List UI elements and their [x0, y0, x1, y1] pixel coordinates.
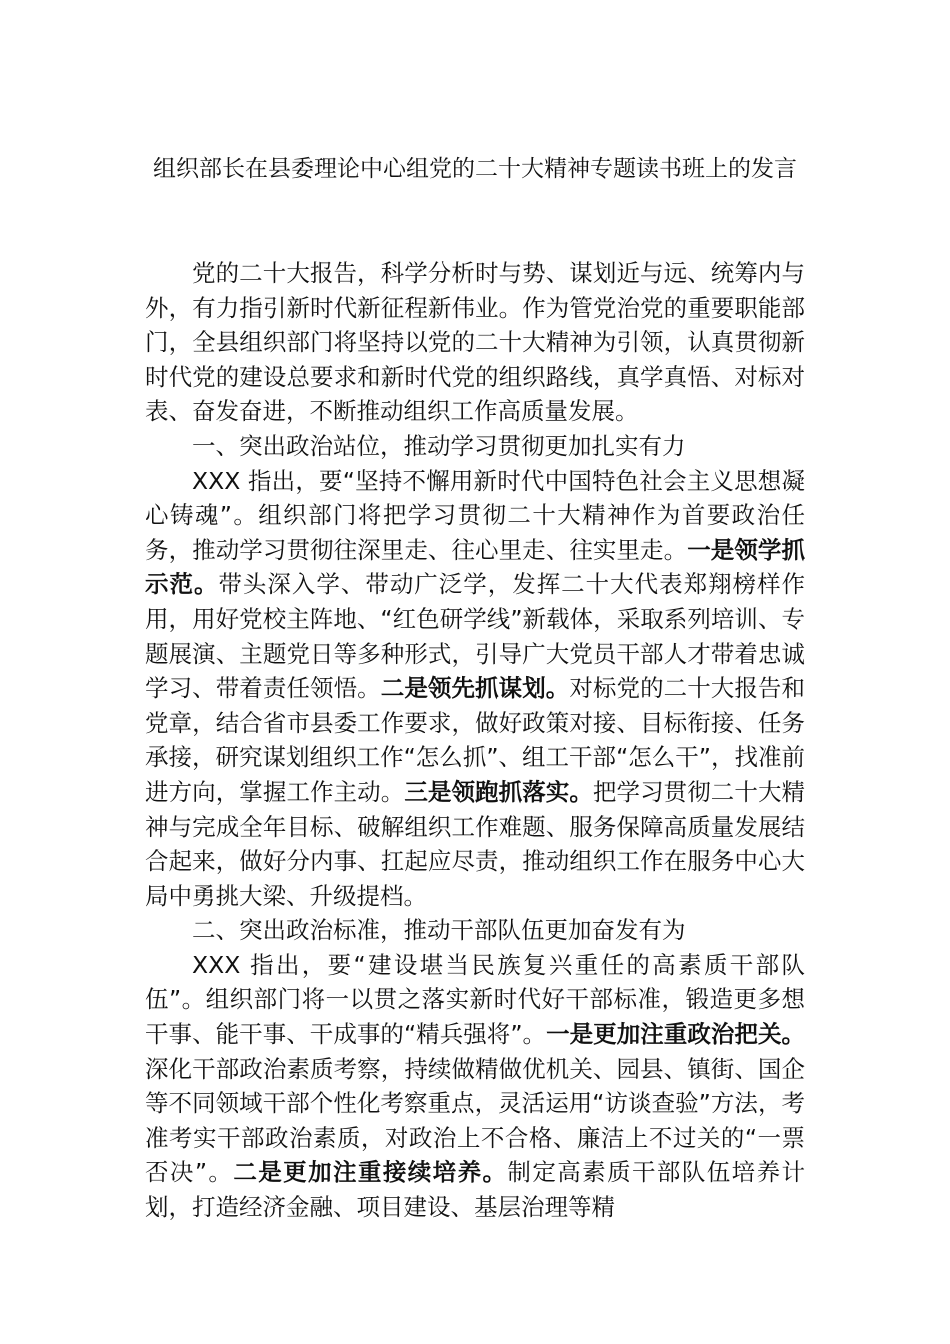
section-1-point-2-text: 对标党的二十大报告和党章，结合省市县委工作要求，做好政策对接、目标衔接、任务承接，研究谋划组织工作“怎么抓”、组工干部“怎么干”，找准前进方向，掌握工作主动。 — [145, 674, 806, 806]
section-1-point-1-title: 一是领学抓示范。 — [145, 535, 805, 599]
section-1-paragraph — [145, 464, 805, 914]
section-2-point-1-title: 一是更加注重政治把关。 — [546, 1020, 806, 1049]
section-2-lead: XXX 指出，要“建设堪当民族复兴重任的高素质干部队伍”。组织部门将一以贯之落实新时代好干部标准，锻造更多想干事、能干事、干成事的“精兵强将”。 — [145, 950, 805, 1049]
section-2-paragraph — [145, 948, 805, 1225]
intro-paragraph: 党的二十大报告，科学分析时与势、谋划近与远、统筹内与外，有力指引新时代新征程新伟业。作为管党治党的重要职能部门，全县组织部门将坚持以党的二十大精神为引领，认真贯彻新时代党的建设总要求和新时代党的组织路线，真学真悟、对标对表、奋发奋进，不断推动组织工作高质量发展。 — [145, 259, 805, 426]
section-2-point-1-text: 深化干部政治素质考察，持续做精做优机关、园县、镇街、国企等不同领域干部个性化考察重点，灵活运用“访谈查验”方法，考准考实干部政治素质，对政治上不合格、廉洁上不过关的“一票否决”。 — [145, 1054, 805, 1187]
section-heading-1: 一、突出政治站位，推动学习贯彻更加扎实有力 — [192, 431, 686, 460]
section-2-point-2-title: 二是更加注重接续培养。 — [233, 1158, 508, 1187]
section-1-point-3-text: 把学习贯彻二十大精神与完成全年目标、破解组织工作难题、服务保障高质量发展结合起来，做好分内事、扛起应尽责，推动组织工作在服务中心大局中勇挑大梁、升级提档。 — [145, 777, 806, 910]
section-2-point-2-text: 制定高素质干部队伍培养计划，打造经济金融、项目建设、基层治理等精 — [145, 1158, 805, 1222]
section-1-point-3-title: 三是领跑抓落实。 — [404, 777, 593, 806]
document-body — [145, 256, 805, 1225]
section-1-point-1-text: 带头深入学、带动广泛学，发挥二十大代表郑翔榜样作用，用好党校主阵地、“红色研学线”新载体，采取系列培训、专题展演、主题党日等多种形式，引导广大党员干部人才带着忠诚学习、带着责任领悟。 — [145, 570, 806, 703]
section-heading-2: 二、突出政治标准，推动干部队伍更加奋发有为 — [192, 916, 686, 945]
document-title: 组织部长在县委理论中心组党的二十大精神专题读书班上的发言 — [153, 156, 797, 182]
section-1-point-2-title: 二是领先抓谋划。 — [380, 674, 570, 703]
section-1-lead: XXX 指出，要“坚持不懈用新时代中国特色社会主义思想凝心铸魂”。组织部门将把学习贯彻二十大精神作为首要政治任务，推动学习贯彻往深里走、往心里走、往实里走。 — [145, 466, 805, 564]
